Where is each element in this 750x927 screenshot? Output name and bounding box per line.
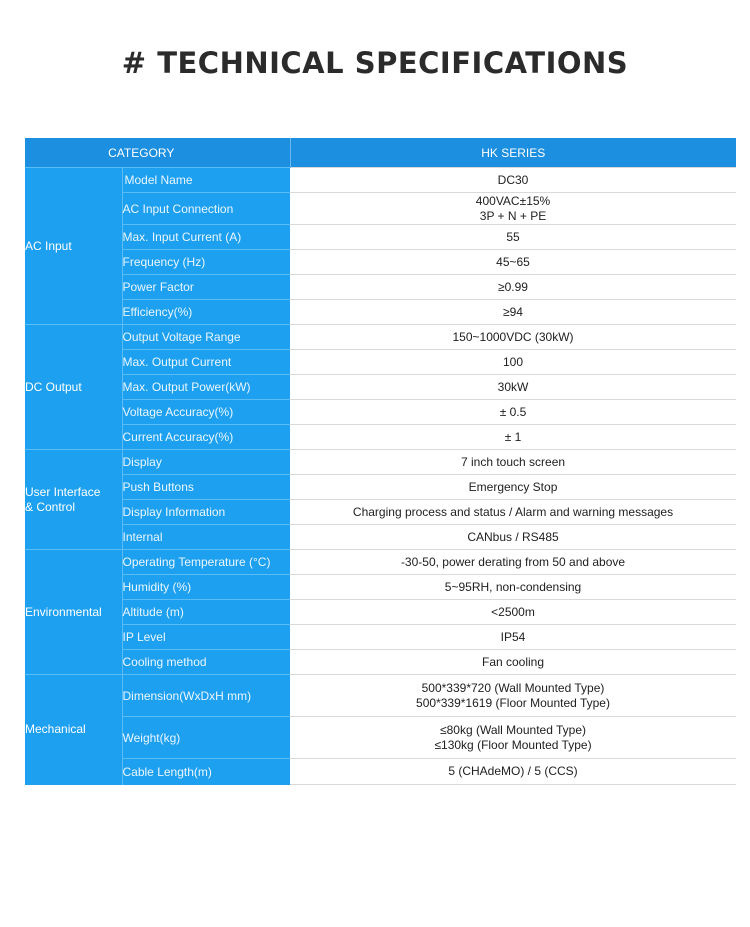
param-label: Altitude (m): [122, 600, 290, 625]
param-value: 45~65: [290, 250, 736, 275]
param-label: Push Buttons: [122, 475, 290, 500]
param-value: ± 0.5: [290, 400, 736, 425]
table-row: [25, 168, 736, 193]
param-label: Efficiency(%): [122, 300, 290, 325]
param-value: 100: [290, 350, 736, 375]
param-value: ± 1: [290, 425, 736, 450]
table-row: [25, 650, 736, 675]
header-series: HK SERIES: [290, 138, 736, 168]
table-row: [25, 450, 736, 475]
param-label: Internal: [122, 525, 290, 550]
param-value: CANbus / RS485: [290, 525, 736, 550]
table-row: [25, 625, 736, 650]
value-line: 3P + N + PE: [479, 208, 547, 223]
value-line: 500*339*720 (Wall Mounted Type): [421, 680, 605, 695]
category-dc-output: DC Output: [25, 325, 122, 450]
table-row: [25, 225, 736, 250]
table-row: [25, 425, 736, 450]
table-row: [25, 500, 736, 525]
category-ac-input: AC Input: [25, 168, 122, 325]
category-user-interface: [25, 450, 122, 550]
param-value: Charging process and status / Alarm and warning messages: [290, 500, 736, 525]
spec-table: [25, 138, 736, 785]
param-label: Max. Output Power(kW): [122, 375, 290, 400]
param-label: Model Name: [122, 168, 290, 193]
page-title: # TECHNICAL SPECIFICATIONS: [121, 46, 629, 80]
table-row: [25, 759, 736, 785]
table-row: [25, 375, 736, 400]
param-value: -30-50, power derating from 50 and above: [290, 550, 736, 575]
table-row: [25, 675, 736, 717]
param-label: Cooling method: [122, 650, 290, 675]
category-line: & Control: [25, 499, 76, 514]
param-label: IP Level: [122, 625, 290, 650]
param-value: 7 inch touch screen: [290, 450, 736, 475]
param-value: IP54: [290, 625, 736, 650]
param-value: 30kW: [290, 375, 736, 400]
param-value: Fan cooling: [290, 650, 736, 675]
param-label: Display Information: [122, 500, 290, 525]
param-value: 5~95RH, non-condensing: [290, 575, 736, 600]
table-row: [25, 475, 736, 500]
param-label: Cable Length(m): [122, 759, 290, 785]
param-value: ≥0.99: [290, 275, 736, 300]
param-label: Current Accuracy(%): [122, 425, 290, 450]
param-label: Frequency (Hz): [122, 250, 290, 275]
table-row: [25, 275, 736, 300]
table-row: [25, 600, 736, 625]
table-row: [25, 525, 736, 550]
category-line: User Interface: [25, 484, 101, 499]
param-label: Voltage Accuracy(%): [122, 400, 290, 425]
table-row: [25, 300, 736, 325]
table-row: [25, 575, 736, 600]
category-environmental: Environmental: [25, 550, 122, 675]
param-value: [290, 193, 736, 225]
value-line: ≤130kg (Floor Mounted Type): [434, 737, 592, 752]
table-row: [25, 193, 736, 225]
param-label: Display: [122, 450, 290, 475]
param-label: Max. Input Current (A): [122, 225, 290, 250]
table-row: [25, 717, 736, 759]
param-value: DC30: [290, 168, 736, 193]
param-value: [290, 675, 736, 717]
param-label: Dimension(WxDxH mm): [122, 675, 290, 717]
table-header-row: [25, 138, 736, 168]
param-value: ≥94: [290, 300, 736, 325]
value-line: 400VAC±15%: [475, 193, 551, 208]
param-label: AC Input Connection: [122, 193, 290, 225]
header-category: CATEGORY: [25, 138, 290, 168]
param-label: Weight(kg): [122, 717, 290, 759]
table-row: [25, 250, 736, 275]
param-label: Humidity (%): [122, 575, 290, 600]
table-row: [25, 350, 736, 375]
param-label: Operating Temperature (°C): [122, 550, 290, 575]
param-value: <2500m: [290, 600, 736, 625]
table-row: [25, 400, 736, 425]
param-label: Max. Output Current: [122, 350, 290, 375]
value-line: ≤80kg (Wall Mounted Type): [440, 722, 587, 737]
param-value: [290, 717, 736, 759]
param-value: Emergency Stop: [290, 475, 736, 500]
param-value: 55: [290, 225, 736, 250]
param-label: Output Voltage Range: [122, 325, 290, 350]
param-value: 5 (CHAdeMO) / 5 (CCS): [290, 759, 736, 785]
table-row: [25, 325, 736, 350]
param-value: 150~1000VDC (30kW): [290, 325, 736, 350]
table-row: [25, 550, 736, 575]
param-label: Power Factor: [122, 275, 290, 300]
category-mechanical: Mechanical: [25, 675, 122, 785]
value-line: 500*339*1619 (Floor Mounted Type): [416, 695, 610, 710]
